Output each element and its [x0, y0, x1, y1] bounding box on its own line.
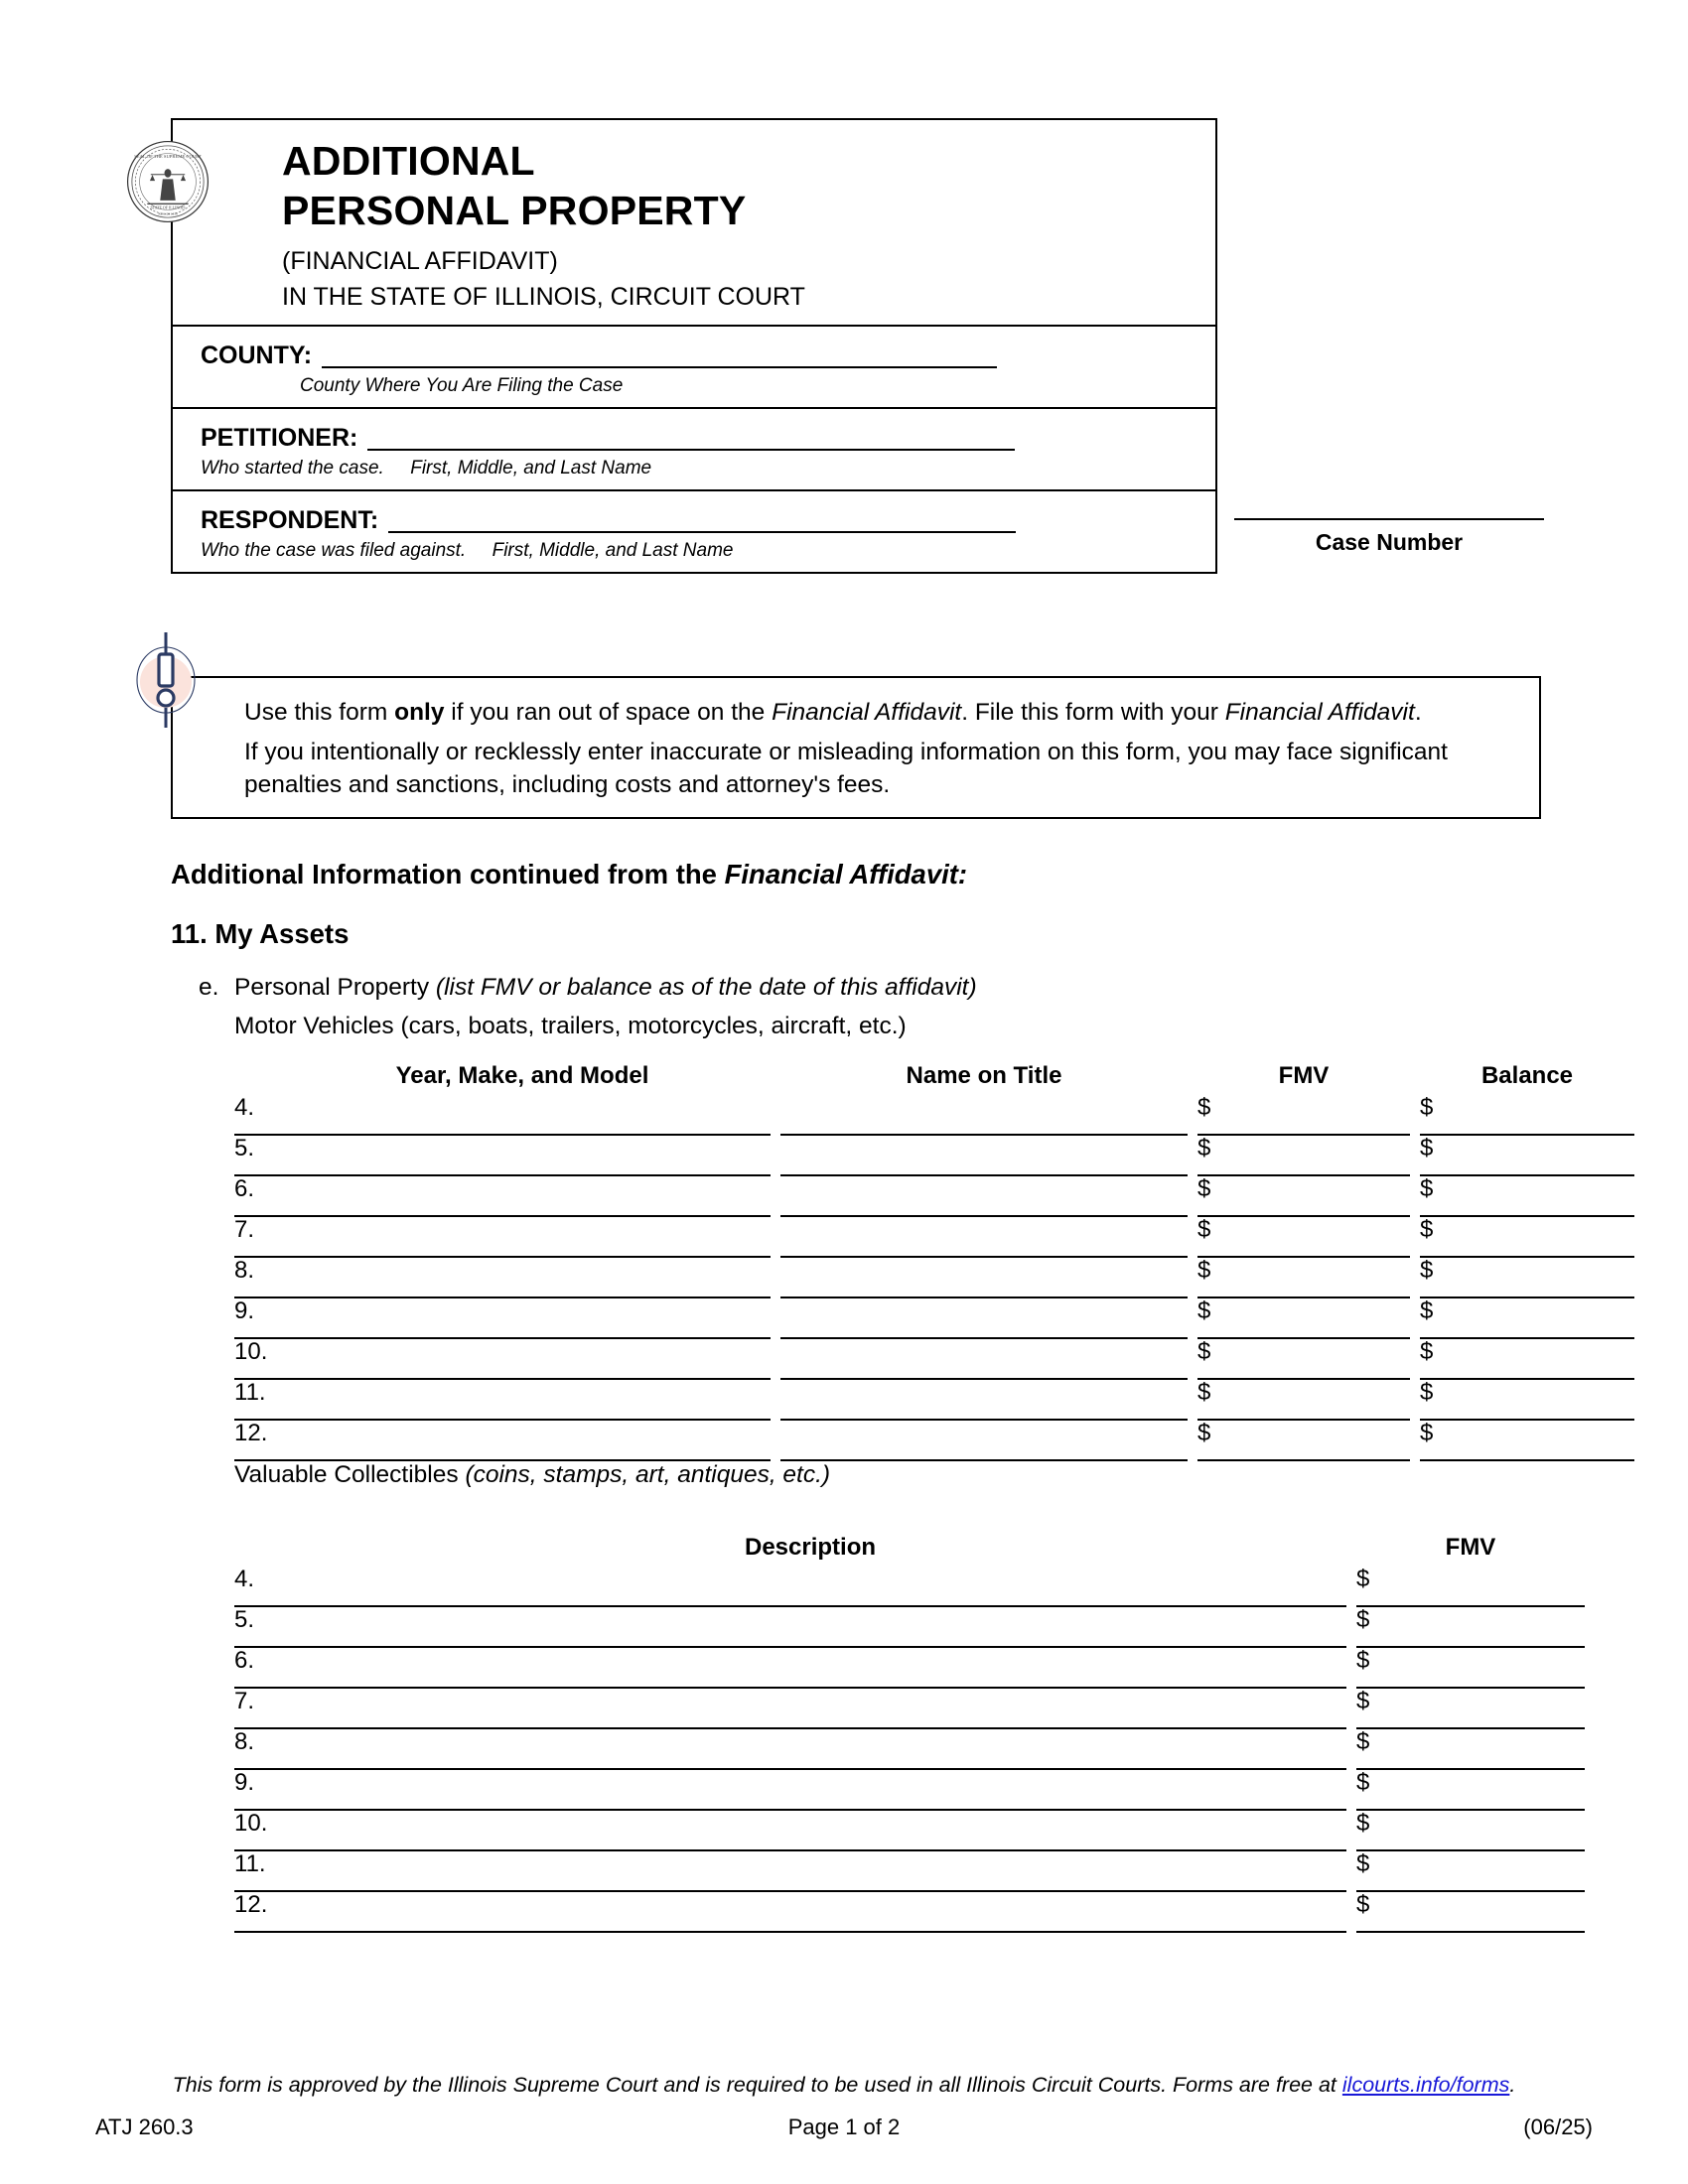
motor-input-name-5[interactable] — [780, 1135, 1188, 1175]
court-jurisdiction-line: IN THE STATE OF ILLINOIS, CIRCUIT COURT — [282, 282, 805, 311]
motor-gap-b-10 — [1188, 1338, 1197, 1379]
motor-input-balance-10[interactable]: $ — [1420, 1338, 1634, 1379]
motor-gap-c-4 — [1410, 1095, 1420, 1135]
collectibles-input-description-10[interactable] — [274, 1810, 1346, 1850]
motor-gap-c-11 — [1410, 1379, 1420, 1420]
item-e-text: Personal Property — [234, 974, 436, 1001]
county-label: COUNTY: — [201, 341, 313, 370]
motor-input-fmv-4[interactable]: $ — [1197, 1095, 1410, 1135]
motor-gap-b-8 — [1188, 1257, 1197, 1297]
case-number-block — [1234, 516, 1544, 556]
motor-table-body — [234, 1095, 1634, 1460]
table-row[interactable] — [234, 1688, 1585, 1728]
motor-input-name-7[interactable] — [780, 1216, 1188, 1257]
motor-input-ymm-6[interactable] — [274, 1175, 771, 1216]
motor-gap-c-6 — [1410, 1175, 1420, 1216]
collectibles-input-fmv-8[interactable]: $ — [1356, 1728, 1585, 1769]
motor-gap-b-7 — [1188, 1216, 1197, 1257]
motor-input-fmv-7[interactable]: $ — [1197, 1216, 1410, 1257]
motor-input-ymm-8[interactable] — [274, 1257, 771, 1297]
table-row[interactable] — [234, 1810, 1585, 1850]
motor-input-ymm-11[interactable] — [274, 1379, 771, 1420]
motor-input-balance-9[interactable]: $ — [1420, 1297, 1634, 1338]
notice-p1-only: only — [394, 699, 445, 726]
item-e-letter: e. — [199, 974, 219, 1001]
footer-page-number: Page 1 of 2 — [787, 2115, 901, 2139]
motor-input-name-6[interactable] — [780, 1175, 1188, 1216]
svg-text:SEAL OF THE SUPREME COURT: SEAL OF THE SUPREME COURT — [134, 154, 202, 160]
instruction-notice-box — [171, 676, 1541, 819]
footer-form-code: ATJ 260.3 — [95, 2115, 194, 2139]
form-title-line1: ADDITIONAL — [282, 138, 535, 184]
motor-row-number-11: 11. — [234, 1379, 274, 1420]
table-row[interactable] — [234, 1216, 1634, 1257]
petitioner-label: PETITIONER: — [201, 424, 358, 453]
item-e-personal-property — [199, 974, 977, 1002]
motor-gap-a-11 — [771, 1379, 780, 1420]
case-number-input-line[interactable] — [1234, 516, 1544, 520]
notice-p1-part-c: . File this form with your — [961, 699, 1225, 726]
collectibles-header-description: Description — [744, 1534, 877, 1561]
collectibles-input-fmv-12[interactable]: $ — [1356, 1891, 1585, 1932]
collectibles-gap-9 — [1346, 1769, 1356, 1810]
motor-gap-c-7 — [1410, 1216, 1420, 1257]
motor-input-balance-11[interactable]: $ — [1420, 1379, 1634, 1420]
motor-header-name-on-title: Name on Title — [906, 1062, 1062, 1089]
footer-revision-date: (06/25) — [1523, 2115, 1593, 2139]
collectibles-input-description-7[interactable] — [274, 1688, 1346, 1728]
continued-text: Additional Information continued from the — [171, 859, 725, 889]
county-input-line[interactable] — [322, 341, 997, 368]
petitioner-hint-right: First, Middle, and Last Name — [410, 458, 652, 479]
motor-row-number-9: 9. — [234, 1297, 274, 1338]
notice-p1-part-b: if you ran out of space on the — [444, 699, 773, 726]
collectibles-gap-5 — [1346, 1606, 1356, 1647]
motor-row-number-12: 12. — [234, 1420, 274, 1460]
motor-row-number-4: 4. — [234, 1095, 274, 1135]
motor-header-year-make-model: Year, Make, and Model — [395, 1062, 649, 1089]
motor-input-fmv-11[interactable]: $ — [1197, 1379, 1410, 1420]
item-e-italic: (list FMV or balance as of the date of this affidavit) — [435, 974, 977, 1001]
motor-gap-c-8 — [1410, 1257, 1420, 1297]
collectibles-gap-10 — [1346, 1810, 1356, 1850]
footer-approval-statement — [0, 2073, 1688, 2098]
collectibles-row-number-11: 11. — [234, 1850, 274, 1891]
collectibles-input-fmv-10[interactable]: $ — [1356, 1810, 1585, 1850]
collectibles-header-gap — [1346, 1534, 1356, 1567]
respondent-input-line[interactable] — [388, 505, 1016, 533]
collectibles-table-header-row — [234, 1534, 1585, 1567]
collectibles-gap-7 — [1346, 1688, 1356, 1728]
table-row[interactable] — [234, 1379, 1634, 1420]
svg-text:STATE OF ILLINOIS: STATE OF ILLINOIS — [150, 205, 186, 210]
collectibles-input-fmv-4[interactable]: $ — [1356, 1567, 1585, 1606]
notice-p1-italic-1: Financial Affidavit — [772, 699, 962, 726]
collectibles-input-description-11[interactable] — [274, 1850, 1346, 1891]
motor-gap-b-11 — [1188, 1379, 1197, 1420]
motor-gap-a-10 — [771, 1338, 780, 1379]
collectibles-input-description-6[interactable] — [274, 1647, 1346, 1688]
table-row[interactable] — [234, 1135, 1634, 1175]
motor-input-balance-12[interactable]: $ — [1420, 1420, 1634, 1460]
motor-gap-b-9 — [1188, 1297, 1197, 1338]
motor-input-name-8[interactable] — [780, 1257, 1188, 1297]
motor-gap-c-12 — [1410, 1420, 1420, 1460]
motor-row-number-7: 7. — [234, 1216, 274, 1257]
respondent-field-row — [173, 491, 1215, 574]
table-row[interactable] — [234, 1095, 1634, 1135]
motor-gap-c-5 — [1410, 1135, 1420, 1175]
collectibles-header-fmv: FMV — [1445, 1534, 1496, 1561]
motor-input-fmv-6[interactable]: $ — [1197, 1175, 1410, 1216]
motor-input-ymm-12[interactable] — [274, 1420, 771, 1460]
illinois-supreme-court-seal-icon — [125, 139, 211, 224]
table-row[interactable] — [234, 1850, 1585, 1891]
county-hint: County Where You Are Filing the Case — [300, 375, 624, 397]
subheading-valuable-collectibles — [234, 1461, 830, 1489]
collectibles-row-number-10: 10. — [234, 1810, 274, 1850]
petitioner-input-line[interactable] — [367, 423, 1015, 451]
petitioner-hint — [201, 458, 1215, 479]
collectibles-row-number-7: 7. — [234, 1688, 274, 1728]
motor-gap-b-4 — [1188, 1095, 1197, 1135]
respondent-hint-right: First, Middle, and Last Name — [492, 540, 734, 562]
motor-input-ymm-7[interactable] — [274, 1216, 771, 1257]
form-subtitle: (FINANCIAL AFFIDAVIT) — [282, 247, 558, 276]
collectibles-row-number-8: 8. — [234, 1728, 274, 1769]
motor-header-gap3 — [1410, 1062, 1420, 1095]
table-row[interactable] — [234, 1420, 1634, 1460]
notice-paragraph-1 — [244, 696, 1519, 729]
collectibles-italic: (coins, stamps, art, antiques, etc.) — [465, 1461, 831, 1488]
motor-input-ymm-4[interactable] — [274, 1095, 771, 1135]
collectibles-row-number-6: 6. — [234, 1647, 274, 1688]
motor-header-gap2 — [1188, 1062, 1197, 1095]
collectibles-input-fmv-5[interactable]: $ — [1356, 1606, 1585, 1647]
exclamation-alert-icon — [129, 632, 203, 728]
table-row[interactable] — [234, 1257, 1634, 1297]
collectibles-input-fmv-9[interactable]: $ — [1356, 1769, 1585, 1810]
motor-input-balance-7[interactable]: $ — [1420, 1216, 1634, 1257]
notice-paragraph-2: If you intentionally or recklessly enter inaccurate or misleading information on this form, you may face significant penalties and sanctions, including costs and attorney's fees. — [244, 739, 1448, 799]
collectibles-table-body — [234, 1567, 1585, 1932]
motor-input-name-10[interactable] — [780, 1338, 1188, 1379]
collectibles-header-spacer — [234, 1534, 274, 1567]
motor-row-number-8: 8. — [234, 1257, 274, 1297]
table-row[interactable] — [234, 1728, 1585, 1769]
collectibles-text: Valuable Collectibles — [234, 1461, 466, 1488]
petitioner-field-row — [173, 409, 1215, 491]
table-row[interactable] — [234, 1891, 1585, 1932]
motor-gap-a-8 — [771, 1257, 780, 1297]
motor-input-ymm-5[interactable] — [274, 1135, 771, 1175]
motor-header-spacer — [234, 1062, 274, 1095]
collectibles-gap-12 — [1346, 1891, 1356, 1932]
ilcourts-forms-link[interactable]: ilcourts.info/forms — [1341, 2073, 1510, 2097]
section-heading-my-assets: 11. My Assets — [171, 918, 350, 949]
motor-input-fmv-9[interactable]: $ — [1197, 1297, 1410, 1338]
motor-gap-a-4 — [771, 1095, 780, 1135]
table-row[interactable] — [234, 1567, 1585, 1606]
motor-vehicles-table — [234, 1062, 1634, 1461]
motor-input-name-12[interactable] — [780, 1420, 1188, 1460]
notice-p1-part-d: . — [1414, 699, 1422, 726]
motor-input-name-11[interactable] — [780, 1379, 1188, 1420]
respondent-hint-left: Who the case was filed against. — [201, 540, 467, 562]
svg-text:AUG 28 1818: AUG 28 1818 — [158, 211, 178, 216]
motor-row-number-6: 6. — [234, 1175, 274, 1216]
collectibles-gap-8 — [1346, 1728, 1356, 1769]
motor-gap-c-9 — [1410, 1297, 1420, 1338]
motor-row-number-5: 5. — [234, 1135, 274, 1175]
motor-gap-a-7 — [771, 1216, 780, 1257]
motor-input-balance-6[interactable]: $ — [1420, 1175, 1634, 1216]
case-caption-box — [171, 118, 1217, 574]
motor-gap-a-5 — [771, 1135, 780, 1175]
continued-italic: Financial Affidavit: — [724, 859, 968, 889]
motor-gap-a-6 — [771, 1175, 780, 1216]
table-row[interactable] — [234, 1338, 1634, 1379]
subheading-motor-vehicles: Motor Vehicles (cars, boats, trailers, motorcycles, aircraft, etc.) — [234, 1013, 907, 1039]
motor-input-fmv-10[interactable]: $ — [1197, 1338, 1410, 1379]
motor-input-balance-5[interactable]: $ — [1420, 1135, 1634, 1175]
motor-gap-b-12 — [1188, 1420, 1197, 1460]
petitioner-hint-left: Who started the case. — [201, 458, 384, 479]
notice-p1-part-a: Use this form — [244, 699, 395, 726]
motor-row-number-10: 10. — [234, 1338, 274, 1379]
motor-input-ymm-9[interactable] — [274, 1297, 771, 1338]
motor-gap-b-6 — [1188, 1175, 1197, 1216]
county-field-row — [173, 327, 1215, 409]
collectibles-input-description-4[interactable] — [274, 1567, 1346, 1606]
motor-input-name-9[interactable] — [780, 1297, 1188, 1338]
motor-input-name-4[interactable] — [780, 1095, 1188, 1135]
collectibles-row-number-9: 9. — [234, 1769, 274, 1810]
case-number-label: Case Number — [1315, 529, 1464, 555]
motor-gap-b-5 — [1188, 1135, 1197, 1175]
collectibles-gap-6 — [1346, 1647, 1356, 1688]
collectibles-input-description-12[interactable] — [274, 1891, 1346, 1932]
footer-approval-period: . — [1509, 2073, 1516, 2097]
motor-input-fmv-5[interactable]: $ — [1197, 1135, 1410, 1175]
table-row[interactable] — [234, 1606, 1585, 1647]
motor-header-gap1 — [771, 1062, 780, 1095]
form-title-block — [173, 120, 1215, 327]
motor-input-fmv-8[interactable]: $ — [1197, 1257, 1410, 1297]
notice-p1-italic-2: Financial Affidavit — [1224, 699, 1415, 726]
motor-input-balance-8[interactable]: $ — [1420, 1257, 1634, 1297]
collectibles-input-fmv-7[interactable]: $ — [1356, 1688, 1585, 1728]
motor-gap-a-9 — [771, 1297, 780, 1338]
collectibles-input-fmv-11[interactable]: $ — [1356, 1850, 1585, 1891]
collectibles-row-number-4: 4. — [234, 1567, 274, 1606]
motor-header-fmv: FMV — [1278, 1062, 1330, 1089]
collectibles-input-description-8[interactable] — [274, 1728, 1346, 1769]
respondent-hint — [201, 540, 1215, 562]
table-row[interactable] — [234, 1297, 1634, 1338]
collectibles-gap-4 — [1346, 1567, 1356, 1606]
collectibles-input-description-9[interactable] — [274, 1769, 1346, 1810]
table-row[interactable] — [234, 1647, 1585, 1688]
section-heading-continued — [171, 859, 967, 890]
motor-input-balance-4[interactable]: $ — [1420, 1095, 1634, 1135]
valuable-collectibles-table — [234, 1534, 1585, 1933]
collectibles-gap-11 — [1346, 1850, 1356, 1891]
respondent-label: RESPONDENT: — [201, 506, 379, 535]
collectibles-input-description-5[interactable] — [274, 1606, 1346, 1647]
motor-gap-c-10 — [1410, 1338, 1420, 1379]
form-title-line2: PERSONAL PROPERTY — [282, 188, 747, 234]
footer-approval-text: This form is approved by the Illinois Supreme Court and is required to be used in all Illinois Circuit Courts. Forms are free at — [172, 2073, 1342, 2097]
motor-gap-a-12 — [771, 1420, 780, 1460]
motor-table-header-row — [234, 1062, 1634, 1095]
motor-header-balance: Balance — [1480, 1062, 1574, 1089]
motor-input-fmv-12[interactable]: $ — [1197, 1420, 1410, 1460]
collectibles-row-number-5: 5. — [234, 1606, 274, 1647]
collectibles-input-fmv-6[interactable]: $ — [1356, 1647, 1585, 1688]
table-row[interactable] — [234, 1769, 1585, 1810]
motor-input-ymm-10[interactable] — [274, 1338, 771, 1379]
table-row[interactable] — [234, 1175, 1634, 1216]
collectibles-row-number-12: 12. — [234, 1891, 274, 1932]
